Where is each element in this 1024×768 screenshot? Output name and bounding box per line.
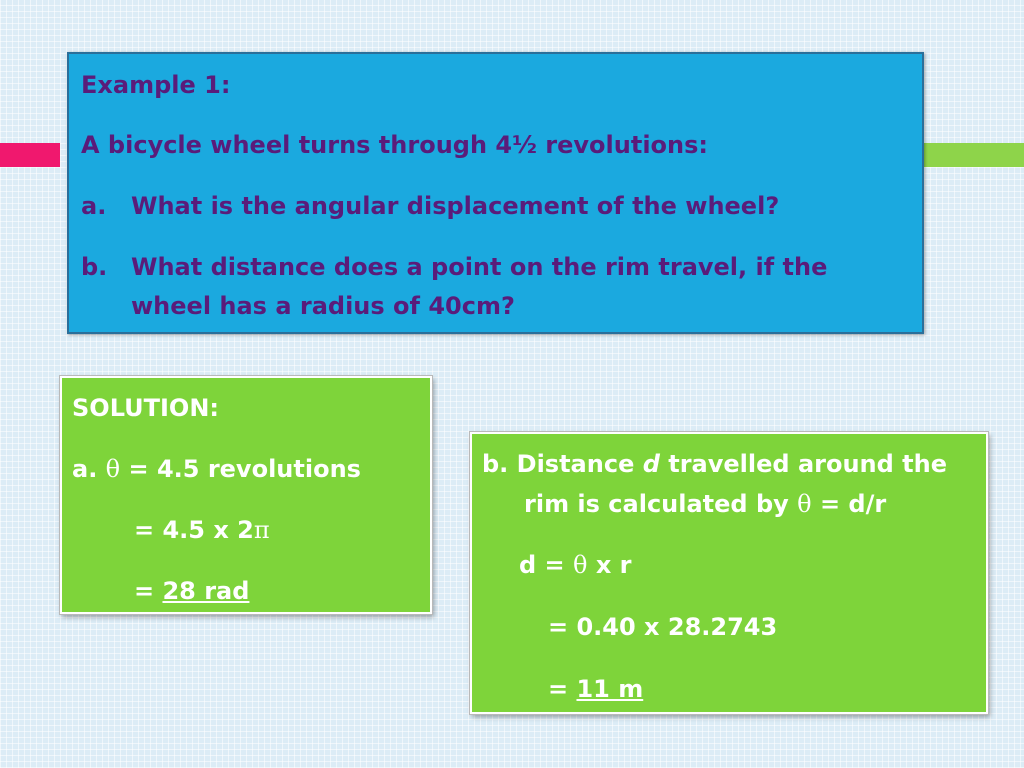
solution-box [60,376,432,614]
solution-answer-a: 28 rad [162,577,250,605]
distance-line-4: = 0.40 x 28.2743 [548,613,778,641]
theta-symbol: θ [105,455,121,483]
solution-line-a [72,449,420,510]
question-b-text: What distance does a point on the rim travel, if the wheel has a radius of 40cm? [131,253,828,320]
distance-line-2-text: rim is calculated by [524,490,789,518]
distance-line-1-suffix: travelled around the [668,450,948,478]
accent-bar-left [0,143,60,167]
distance-line-1 [482,444,976,484]
solution-line-a-rest: = 4.5 revolutions [128,455,361,483]
distance-line-5 [482,669,976,709]
distance-line-3 [482,545,976,607]
distance-variable-d: d [642,450,660,478]
distance-answer-b: 11 m [576,675,644,703]
solution-line-2 [72,510,420,571]
distance-line-3-suffix: x r [595,551,632,579]
distance-line-3-prefix: d = [519,551,565,579]
solution-line-3-eq: = [134,577,155,605]
solution-line-a-prefix: a. [72,455,98,483]
example-box [67,52,924,334]
theta-symbol: θ [797,490,812,518]
example-title: Example 1: [81,71,231,99]
example-statement: A bicycle wheel turns through 4½ revolutions: [81,131,709,159]
question-a-text: What is the angular displacement of the wheel? [131,192,780,220]
distance-line-5-eq: = [548,675,569,703]
theta-symbol: θ [573,551,588,579]
solution-heading: SOLUTION: [72,394,219,422]
distance-line-2-formula: = d/r [819,490,887,518]
distance-line-1-prefix: b. Distance [482,450,635,478]
pi-symbol: π [253,516,270,544]
question-a [81,187,908,226]
distance-line-2 [482,484,976,545]
distance-box [470,432,988,714]
solution-line-2-text: = 4.5 x 2 [134,516,254,544]
question-a-marker: a. [81,192,107,220]
accent-bar-right [922,143,1024,167]
question-b [81,248,908,326]
solution-line-3 [72,571,420,632]
question-b-marker: b. [81,253,108,281]
